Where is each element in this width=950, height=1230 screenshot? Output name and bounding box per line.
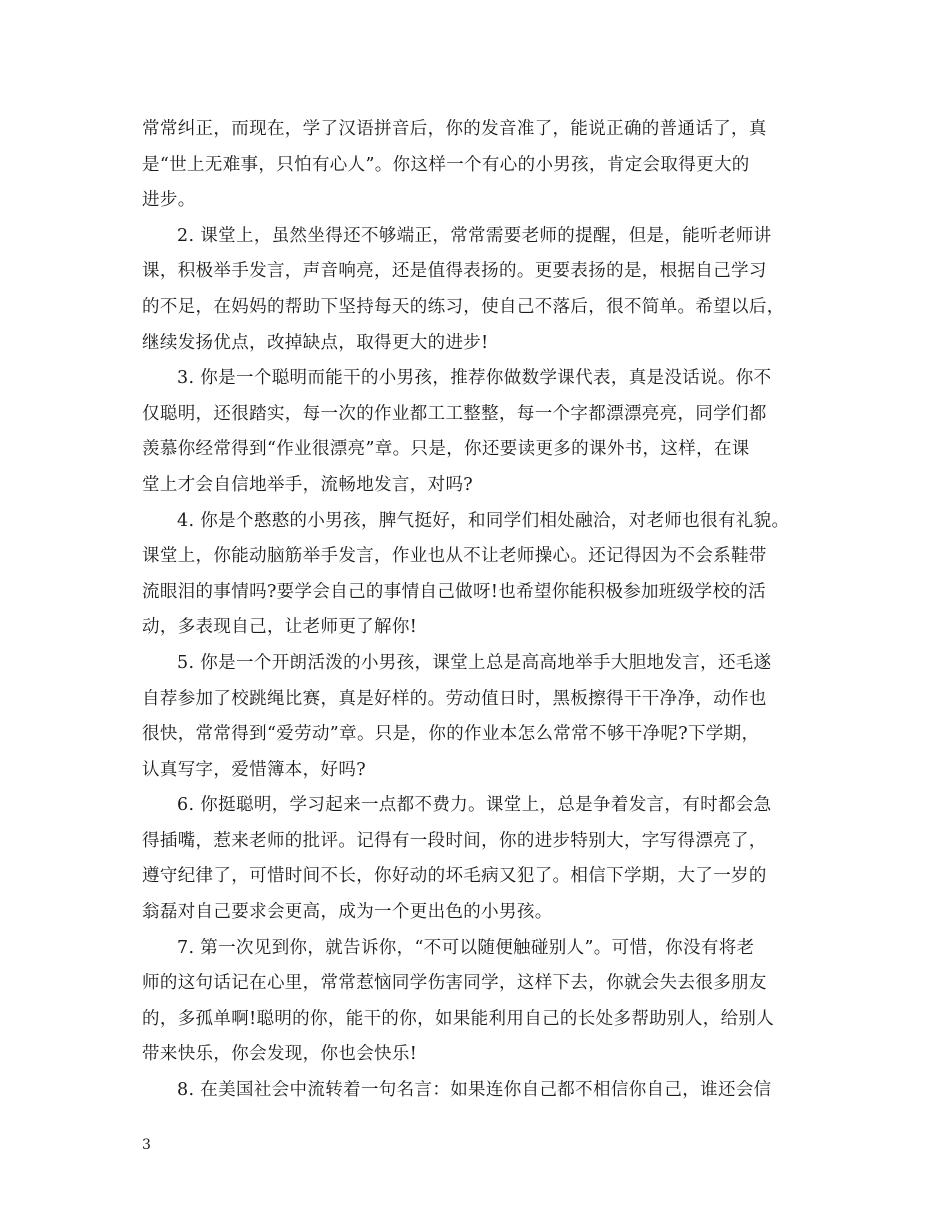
document-body xyxy=(142,112,832,1109)
text-line: 带来快乐，你会发现，你也会快乐! xyxy=(142,1044,418,1065)
text-line: 得插嘴，惹来老师的批评。记得有一段时间，你的进步特别大，字写得漂亮了， xyxy=(142,830,767,851)
text-line: 8. 在美国社会中流转着一句名言：如果连你自己都不相信你自己，谁还会信 xyxy=(177,1080,772,1101)
text-line: 2. 课堂上，虽然坐得还不够端正，常常需要老师的提醒，但是，能听老师讲 xyxy=(177,225,772,246)
text-line: 4. 你是个憨憨的小男孩，脾气挺好，和同学们相处融洽，对老师也很有礼貌。 xyxy=(177,510,790,531)
text-line: 6. 你挺聪明，学习起来一点都不费力。课堂上，总是争着发言，有时都会急 xyxy=(177,795,772,816)
text-line: 继续发扬优点，改掉缺点，取得更大的进步! xyxy=(142,332,489,353)
text-line: 翁磊对自己要求会更高，成为一个更出色的小男孩。 xyxy=(142,902,553,923)
text-line: 课，积极举手发言，声音响亮，还是值得表扬的。更要表扬的是，根据自己学习 xyxy=(142,261,767,282)
text-line: 是“世上无难事，只怕有心人”。你这样一个有心的小男孩，肯定会取得更大的 xyxy=(142,154,750,175)
text-line: 进步。 xyxy=(142,190,196,211)
text-line: 的，多孤单啊!聪明的你，能干的你，如果能利用自己的长处多帮助别人，给别人 xyxy=(142,1008,775,1029)
text-line: 常常纠正，而现在，学了汉语拼音后，你的发音准了，能说正确的普通话了，真 xyxy=(142,119,767,139)
text-line: 师的这句话记在心里，常常惹恼同学伤害同学，这样下去，你就会失去很多朋友 xyxy=(142,973,767,994)
text-line: 遵守纪律了，可惜时间不长，你好动的坏毛病又犯了。相信下学期，大了一岁的 xyxy=(142,866,767,887)
text-line: 的不足，在妈妈的帮助下坚持每天的练习，使自己不落后，很不简单。希望以后， xyxy=(142,296,785,317)
text-line: 很快，常常得到“爱劳动”章。只是，你的作业本怎么常常不够干净呢?下学期， xyxy=(142,724,760,745)
text-line: 流眼泪的事情吗?要学会自己的事情自己做呀!也希望你能积极参加班级学校的活 xyxy=(142,581,767,602)
text-line: 羡慕你经常得到“作业很漂亮”章。只是，你还要读更多的课外书，这样，在课 xyxy=(142,439,750,460)
text-line: 仅聪明，还很踏实，每一次的作业都工工整整，每一个字都漂漂亮亮，同学们都 xyxy=(142,403,767,424)
text-line: 自荐参加了校跳绳比赛，真是好样的。劳动值日时，黑板擦得干干净净，动作也 xyxy=(142,688,767,709)
text-line: 7. 第一次见到你，就告诉你，“不可以随便触碰别人”。可惜，你没有将老 xyxy=(177,937,755,958)
text-line: 5. 你是一个开朗活泼的小男孩，课堂上总是高高地举手大胆地发言，还毛遂 xyxy=(177,652,772,673)
text-line: 堂上才会自信地举手，流畅地发言，对吗? xyxy=(142,474,474,495)
text-line: 动，多表现自己，让老师更了解你! xyxy=(142,617,418,638)
page-number: 3 xyxy=(142,1137,151,1153)
text-line: 3. 你是一个聪明而能干的小男孩，推荐你做数学课代表，真是没话说。你不 xyxy=(177,368,772,389)
text-line: 认真写字，爱惜簿本，好吗? xyxy=(142,759,366,780)
text-line: 课堂上，你能动脑筋举手发言，作业也从不让老师操心。还记得因为不会系鞋带 xyxy=(142,546,767,567)
